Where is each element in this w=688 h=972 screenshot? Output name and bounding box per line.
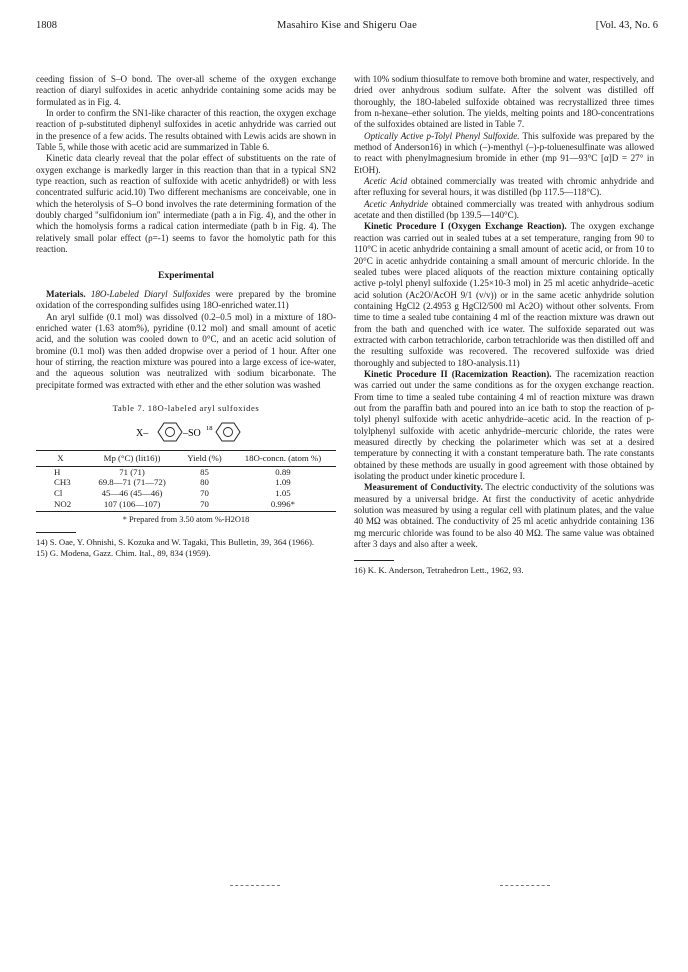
footnote-divider xyxy=(354,560,394,561)
table-caption: Table 7. 18O-labeled aryl sulfoxides xyxy=(112,402,260,413)
table-header-row xyxy=(36,451,336,467)
table-row xyxy=(36,466,336,477)
paragraph-text: obtained commercially was treated with chromic anhydride and after refluxing for several hours, it was distilled (bp 117.5—118°C). xyxy=(354,176,654,198)
footnotes xyxy=(36,537,336,559)
formula-so-label: –SO xyxy=(183,428,201,440)
paragraph-text: The electric conductivity of the solutions was measured by a universal bridge. At first the conductivity of acetic anhydride solution was measured by using a regular cell with platinum plates, and the value 40 MΩ was obtained. The conductivity of 25 ml acetic anhydride containing 136 mg mercuric chloride was found to be also 40 MΩ. The same value was obtained after 3 days and also after a week. xyxy=(354,482,655,550)
paragraph: In order to confirm the SN1-like character of this reaction, the oxygen exchage reaction of p-substituted diphenyl sulfoxides in acetic anhydride was carried out in the presence of a few acids. The results obtained with Lewis acids are shown in Table 5, while those with acetic acid are summarized in Table 6. xyxy=(36,108,336,153)
footnotes xyxy=(354,565,654,576)
running-header xyxy=(36,20,658,34)
table-cell: 71 (71) xyxy=(119,466,145,477)
table-cell: Cl xyxy=(54,488,63,499)
page-number: 1808 xyxy=(36,20,57,31)
column-header: X xyxy=(36,451,85,467)
materials-paragraph xyxy=(36,289,336,312)
footnote: 16) K. K. Anderson, Tetrahedron Lett., 1962, 93. xyxy=(354,565,524,576)
volume-info: [Vol. 43, No. 6 xyxy=(595,20,658,31)
table-cell: 1.05 xyxy=(275,488,291,499)
paragraph: Kinetic data clearly reveal that the polar effect of substituents on the rate of oxygen exchange is markedly larger in this reaction than that in a typical SN2 type reaction, such as reaction of sulfoxide with acetic anhydride8) or with less concentrated sulfuric acid.10) Two different mechanisms are conceivable, one in which the heterolysis of S–O bond involves the rate determining formation of the doubly charged "sulfidonium ion" intermediate (path a in Fig. 4), and the other in which the homolysis forms a radical cation intermediate (path b in Fig. 4). The relatively small polar effect (ρ=-1) seems to favor the homolytic path for this reaction. xyxy=(36,153,336,255)
table-cell: 69.8—71 (71—72) xyxy=(98,477,166,488)
paragraph: with 10% sodium thiosulfate to remove both bromine and water, respectively, and dried over anhydrous sodium sulfate. After the solvent was distilled off thoroughly, the 18O-labeled sulfoxide obtained was recrystallized three times from n-hexane–ether solution. The yields, melting points and 18O-concentrations of the sulfoxides obtained are listed in Table 7. xyxy=(354,74,654,130)
table-cell: 0.996* xyxy=(230,499,336,512)
paragraph-text: obtained commercially was treated with anhydrous sodium acetate and then distilled (bp 139.5—140°C). xyxy=(354,198,654,221)
running-title: Masahiro Kise and Shigeru Oae xyxy=(277,20,417,31)
paragraph-text: This sulfoxide was prepared by the method of Anderson16) in which (–)-menthyl (–)-p-toluenesulfinate was allowed to react with phenylmagnesium bromide in ether (mp 91—93°C [α]D = 27° in EtOH). xyxy=(354,130,655,175)
page-bottom-rule xyxy=(230,885,280,886)
paragraph-text: The racemization reaction was carried out under the same conditions as for the oxygen exchange reaction. From time to time a sealed tube containing 4 ml of reaction mixture was drawn out from the paraffin bath and poured into an ice bath to stop the reaction of p-tolyl phenyl sulfoxide with acetic anhydride–acetic acid. In the reaction of p-tolylphenyl sulfoxide with acetic anhydride–mercuric chloride, the rates were measured directly by checking the polarimeter which was set at a desired temperature by connecting it with a constant temperature bath. The rate constants obtained by these methods are usually in good agreement with those obtained by isolating the product under kinetic procedure I. xyxy=(354,368,654,482)
left-column xyxy=(36,74,336,559)
paragraph xyxy=(354,199,654,222)
footnote-divider xyxy=(36,532,76,533)
table-cell: NO2 xyxy=(36,499,85,512)
structure-formula xyxy=(36,420,336,442)
footnote: 15) G. Modena, Gazz. Chim. Ital., 89, 834 (1959). xyxy=(36,547,211,558)
paragraph xyxy=(354,221,654,368)
materials-text: were prepared by the bromine oxidation of the corresponding sulfides using 18O-enriched water.11) xyxy=(36,288,336,311)
column-header: Yield (%) xyxy=(179,451,230,467)
table-cell: H xyxy=(54,466,61,477)
table-cell: CH3 xyxy=(54,477,71,488)
materials-subheading: 18O-Labeled Diaryl Sulfoxides xyxy=(90,288,211,299)
footnote: 14) S. Oae, Y. Ohnishi, S. Kozuka and W. Tagaki, This Bulletin, 39, 364 (1966). xyxy=(36,536,315,547)
table-cell: 85 xyxy=(200,466,209,477)
table-cell: 107 (106—107) xyxy=(85,499,179,512)
paragraph xyxy=(354,131,654,176)
section-heading: Experimental xyxy=(158,269,214,281)
paragraph-label: Kinetic Procedure II (Racemization Reaction). xyxy=(364,368,552,379)
paragraph: ceeding fission of S–O bond. The over-all scheme of the oxygen exchange reaction of diaryl sulfoxides in acetic anhydride containing some acids may be formulated as in Fig. 4. xyxy=(36,74,336,107)
paragraph-text: The oxygen exchange reaction was carried out in sealed tubes at a set temperature, ranging from 90 to 110°C in acetic anhydride containing a small amount of acetic acid, or from 10 to 20°C in acetic anhydride containing a small amount of mercuric chloride. In the sealed tubes were placed aliquots of the reaction mixture containing optically active p-tolyl phenyl sulfoxide (1.25×10-3 mol) in 25 ml acetic anhydride–acetic acid solution (Ac2O/AcOH 9/1 (v/v)) or in the same acetic anhydride solution containing HgCl2 (2.4953 g HgCl2/500 ml Ac2O) without other solvents. From time to time a sealed tube containing 4 ml of the reaction mixture was drawn out from the bath and quenched with ice water. The sulfoxide separated out was extracted with carbon tetrachloride, carbon tetrachloride was then distilled off and the resulting sulfoxide was recovered. The recovered sulfoxide was dried thoroughly and subjected to 18O-analysis.11) xyxy=(354,221,654,368)
formula-isotope-label: 18 xyxy=(206,425,213,433)
formula-x-label: X– xyxy=(136,428,149,440)
page-bottom-rule xyxy=(500,885,550,886)
materials-label: Materials. xyxy=(46,288,86,299)
paragraph xyxy=(354,482,654,550)
paragraph-label: Kinetic Procedure I (Oxygen Exchange Reaction). xyxy=(364,221,567,232)
table-cell: 0.89 xyxy=(275,466,291,477)
table-cell: 45—46 (45—46) xyxy=(101,488,163,499)
table-row xyxy=(36,477,336,488)
table-cell: 70 xyxy=(200,488,209,499)
table-cell: 80 xyxy=(200,477,209,488)
table-row xyxy=(36,499,336,512)
sulfoxide-structure-icon xyxy=(36,420,336,444)
table-note: * Prepared from 3.50 atom %-H2O18 xyxy=(122,515,250,525)
paragraph-label: Acetic Anhydride xyxy=(364,198,428,209)
paragraph xyxy=(354,369,654,482)
paragraph xyxy=(354,176,654,199)
table-row xyxy=(36,488,336,499)
data-table xyxy=(36,450,336,512)
column-header: 18O-concn. (atom %) xyxy=(230,451,336,467)
paragraph-label: Measurement of Conductivity. xyxy=(364,482,483,493)
table-cell: 1.09 xyxy=(275,477,291,488)
right-column xyxy=(354,74,654,576)
paragraph: An aryl sulfide (0.1 mol) was dissolved (0.2–0.5 mol) in a mixture of 18O-enriched water (1.63 atom%), pyridine (0.12 mol) and small amount of acetic acid, and the solution was cooled down to 0°C, and an acetic acid solution of bromine (0.1 mol) was then added dropwise over a period of 1 hour. After one hour of stirring, the reaction mixture was poured into a large excess of ice-water, and the aqueous solution was neutralized with sodium bicarbonate. The precipitate formed was extracted with ether and the ether solution was washed xyxy=(36,311,336,390)
table-cell: 70 xyxy=(179,499,230,512)
column-header: Mp (°C) (lit16)) xyxy=(85,451,179,467)
paragraph-label: Optically Active p-Tolyl Phenyl Sulfoxide. xyxy=(364,130,520,141)
paragraph-label: Acetic Acid xyxy=(364,176,408,187)
